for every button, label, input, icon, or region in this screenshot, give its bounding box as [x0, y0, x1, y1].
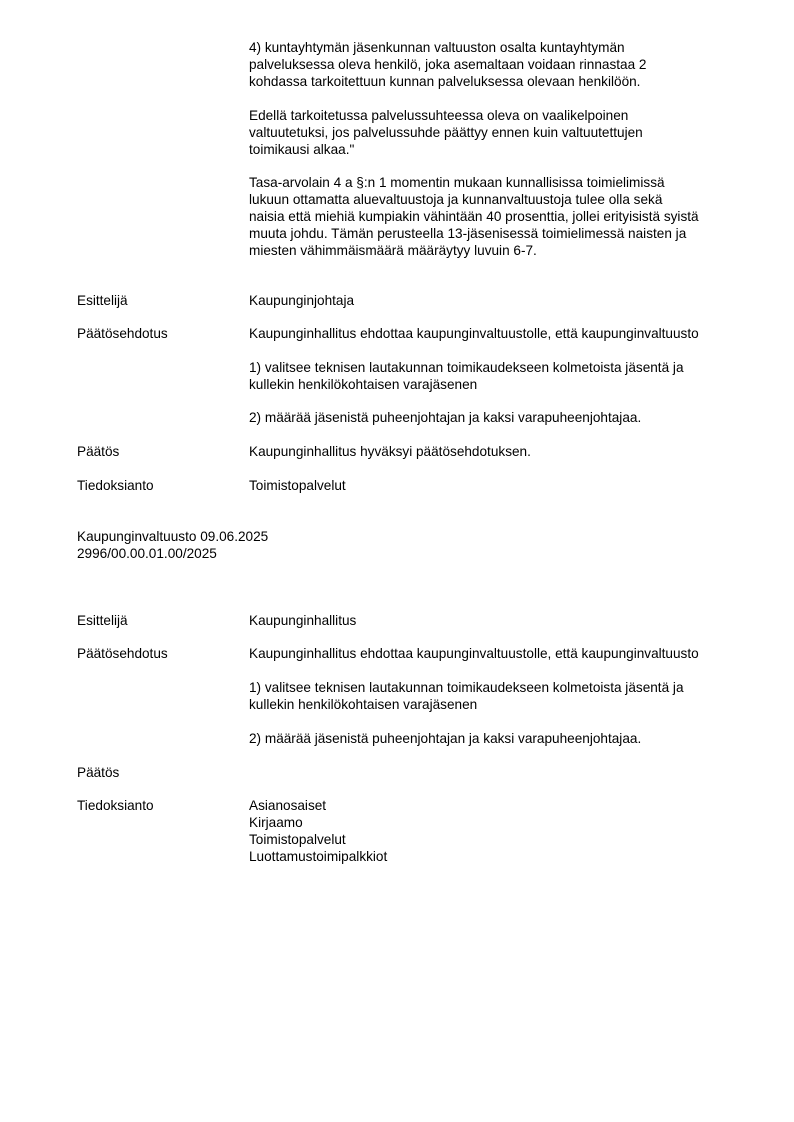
- list-item: Luottamustoimipalkkiot: [249, 849, 388, 864]
- text-line: palveluksessa oleva henkilö, joka asemaltaan voidaan rinnastaa 2: [249, 57, 647, 72]
- paatos-label: Päätös: [77, 444, 120, 459]
- list-item: Toimistopalvelut: [249, 832, 346, 847]
- paatosehdotus-item-1: [249, 679, 749, 713]
- text-line: Edellä tarkoitetussa palvelussuhteessa oleva on vaalikelpoinen: [249, 108, 629, 123]
- esittelija-label: Esittelijä: [77, 613, 128, 628]
- intro-paragraph-2: [249, 107, 749, 158]
- intro-paragraph-1: [249, 39, 749, 90]
- meeting-reference: 2996/00.00.01.00/2025: [77, 546, 217, 561]
- esittelija-value: Kaupunginjohtaja: [249, 293, 355, 308]
- text-line: muuta johdu. Tämän perusteella 13-jäsenisessä toimielimessä naisten ja: [249, 226, 687, 241]
- paatosehdotus-item-2: 2) määrää jäsenistä puheenjohtajan ja kaksi varapuheenjohtajaa.: [249, 731, 642, 746]
- tiedoksianto-label: Tiedoksianto: [77, 478, 154, 493]
- tiedoksianto-label: Tiedoksianto: [77, 798, 154, 813]
- list-item: Kirjaamo: [249, 815, 303, 830]
- intro-paragraph-3: [249, 174, 749, 259]
- text-line: Tasa-arvolain 4 a §:n 1 momentin mukaan kunnallisissa toimielimissä: [249, 175, 665, 190]
- esittelija-value: Kaupunginhallitus: [249, 613, 357, 628]
- esittelija-label: Esittelijä: [77, 293, 128, 308]
- paatosehdotus-item-2: 2) määrää jäsenistä puheenjohtajan ja kaksi varapuheenjohtajaa.: [249, 410, 642, 425]
- meeting-title: Kaupunginvaltuusto 09.06.2025: [77, 529, 269, 544]
- text-line: kohdassa tarkoitettuun kunnan palveluksessa olevaan henkilöön.: [249, 74, 641, 89]
- text-line: kullekin henkilökohtaisen varajäsenen: [249, 377, 478, 392]
- paatos-value: Kaupunginhallitus hyväksyi päätösehdotuksen.: [249, 444, 531, 459]
- text-line: naisia että miehiä kumpiakin vähintään 40 prosenttia, jollei erityisistä syistä: [249, 209, 699, 224]
- paatosehdotus-intro: Kaupunginhallitus ehdottaa kaupunginvaltuustolle, että kaupunginvaltuusto: [249, 326, 699, 341]
- text-line: lukuun ottamatta aluevaltuustoja ja kunnanvaltuustoja tulee olla sekä: [249, 192, 663, 207]
- list-item: Asianosaiset: [249, 798, 327, 813]
- text-line: 1) valitsee teknisen lautakunnan toimikaudekseen kolmetoista jäsentä ja: [249, 360, 684, 375]
- text-line: valtuutetuksi, jos palvelussuhde päättyy ennen kuin valtuutettujen: [249, 125, 643, 140]
- text-line: toimikausi alkaa.": [249, 142, 355, 157]
- paatosehdotus-item-1: [249, 359, 749, 393]
- text-line: 4) kuntayhtymän jäsenkunnan valtuuston osalta kuntayhtymän: [249, 40, 625, 55]
- paatosehdotus-intro: Kaupunginhallitus ehdottaa kaupunginvaltuustolle, että kaupunginvaltuusto: [249, 646, 699, 661]
- text-line: miesten vähimmäismäärä määräytyy luvuin 6-7.: [249, 243, 537, 258]
- tiedoksianto-value: Toimistopalvelut: [249, 478, 346, 493]
- text-line: 1) valitsee teknisen lautakunnan toimikaudekseen kolmetoista jäsentä ja: [249, 680, 684, 695]
- paatos-label: Päätös: [77, 765, 120, 780]
- paatosehdotus-label: Päätösehdotus: [77, 326, 168, 341]
- text-line: kullekin henkilökohtaisen varajäsenen: [249, 697, 478, 712]
- paatosehdotus-label: Päätösehdotus: [77, 646, 168, 661]
- tiedoksianto-list: [249, 797, 749, 865]
